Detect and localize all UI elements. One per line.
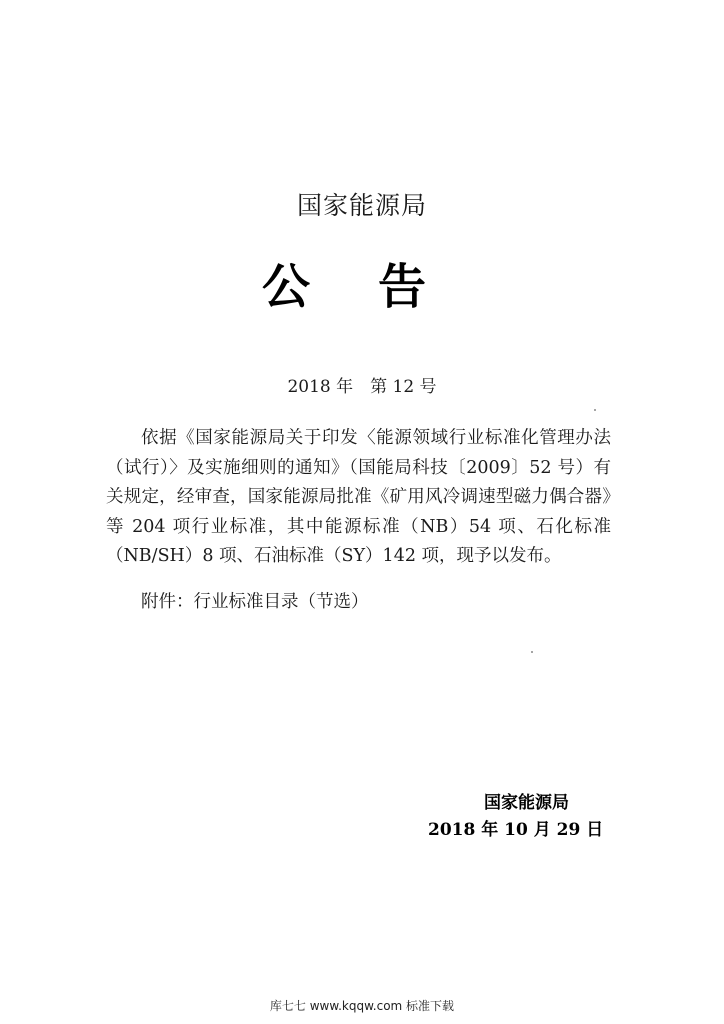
title-char-1: 公	[262, 259, 311, 315]
signature-organization: 国家能源局	[484, 793, 569, 813]
footer-watermark: 库七七 www.kqqw.com 标准下载	[269, 999, 455, 1013]
attachment-line: 附件：行业标准目录（节选）	[141, 592, 369, 612]
scan-speck	[531, 651, 533, 653]
body-paragraph: 依据《国家能源局关于印发〈能源领域行业标准化管理办法（试行）〉及实施细则的通知》（国能局科技〔2009〕52 号）有关规定，经审查，国家能源局批准《矿用风冷调速型磁力偶合器》等 204 项行业标准，其中能源标准（NB）54 项、石化标准（NB/SH）8 项、石油标准（SY）142 项，现予以发布。	[106, 428, 611, 566]
scan-speck	[594, 409, 596, 411]
announcement-title	[262, 248, 462, 315]
title-char-2: 告	[378, 259, 427, 315]
document-number: 2018 年 第 12 号	[287, 377, 437, 397]
signature-date: 2018 年 10 月 29 日	[428, 820, 604, 840]
issuer-heading: 国家能源局	[296, 191, 427, 220]
